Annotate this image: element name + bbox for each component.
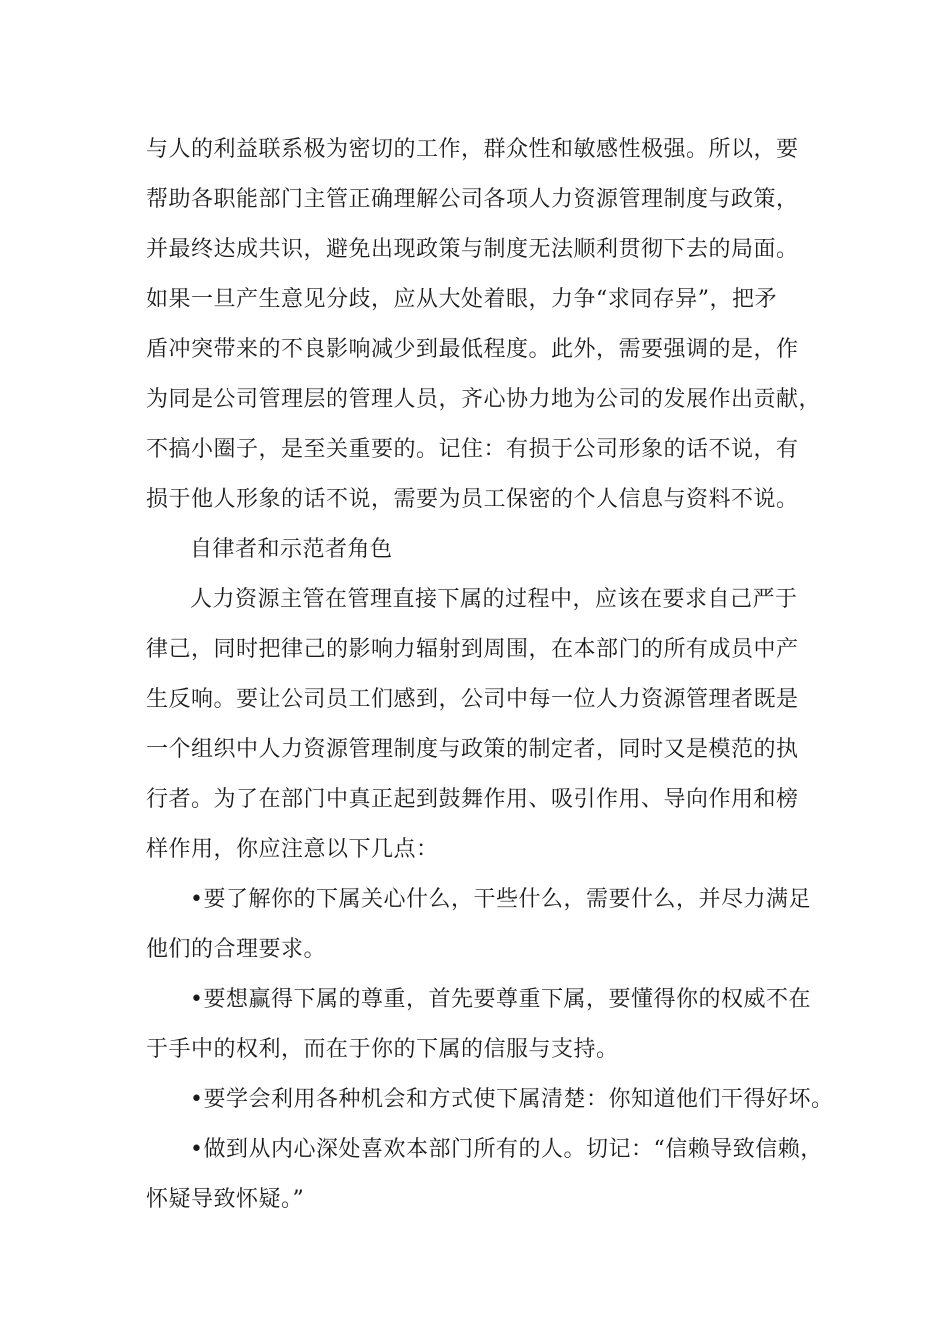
text-line: 他们的合理要求。 (146, 937, 327, 962)
text-line: 损于他人形象的话不说，需要为员工保密的个人信息与资料不说。 (146, 487, 799, 512)
bullet-item: •要学会利用各种机会和方式使下属清楚：你知道他们干得好坏。 (190, 1087, 834, 1112)
text-line: 样作用，你应注意以下几点： (146, 837, 439, 862)
text-line: 于手中的权利，而在于你的下属的信服与支持。 (146, 1037, 619, 1062)
text-line: 怀疑导致怀疑。” (146, 1187, 305, 1212)
text-line: 与人的利益联系极为密切的工作，群众性和敏感性极强。所以，要 (146, 137, 799, 162)
text-line: 盾冲突带来的不良影响减少到最低程度。此外，需要强调的是，作 (146, 337, 799, 362)
text-line: 帮助各职能部门主管正确理解公司各项人力资源管理制度与政策， (146, 187, 799, 212)
bullet-item: •要想赢得下属的尊重，首先要尊重下属，要懂得你的权威不在 (190, 987, 811, 1012)
bullet-item: •做到从内心深处喜欢本部门所有的人。切记：“信赖导致信赖， (190, 1137, 823, 1162)
text-line: 人力资源主管在管理直接下属的过程中，应该在要求自己严于 (190, 587, 798, 612)
text-line: 行者。为了在部门中真正起到鼓舞作用、吸引作用、导向作用和榜 (146, 787, 799, 812)
bullet-item: •要了解你的下属关心什么，干些什么，需要什么，并尽力满足 (190, 887, 811, 912)
text-line: 为同是公司管理层的管理人员，齐心协力地为公司的发展作出贡献， (146, 387, 822, 412)
text-line: 律己，同时把律己的影响力辐射到周围，在本部门的所有成员中产 (146, 637, 799, 662)
text-line: 生反响。要让公司员工们感到，公司中每一位人力资源管理者既是 (146, 687, 799, 712)
text-line: 如果一旦产生意见分歧，应从大处着眼，力争“求同存异”，把矛 (146, 287, 777, 312)
text-line: 并最终达成共识，避免出现政策与制度无法顺利贯彻下去的局面。 (146, 237, 799, 262)
section-heading: 自律者和示范者角色 (190, 537, 393, 562)
text-line: 不搞小圈子，是至关重要的。记住：有损于公司形象的话不说，有 (146, 437, 799, 462)
text-line: 一个组织中人力资源管理制度与政策的制定者，同时又是模范的执 (146, 737, 799, 762)
